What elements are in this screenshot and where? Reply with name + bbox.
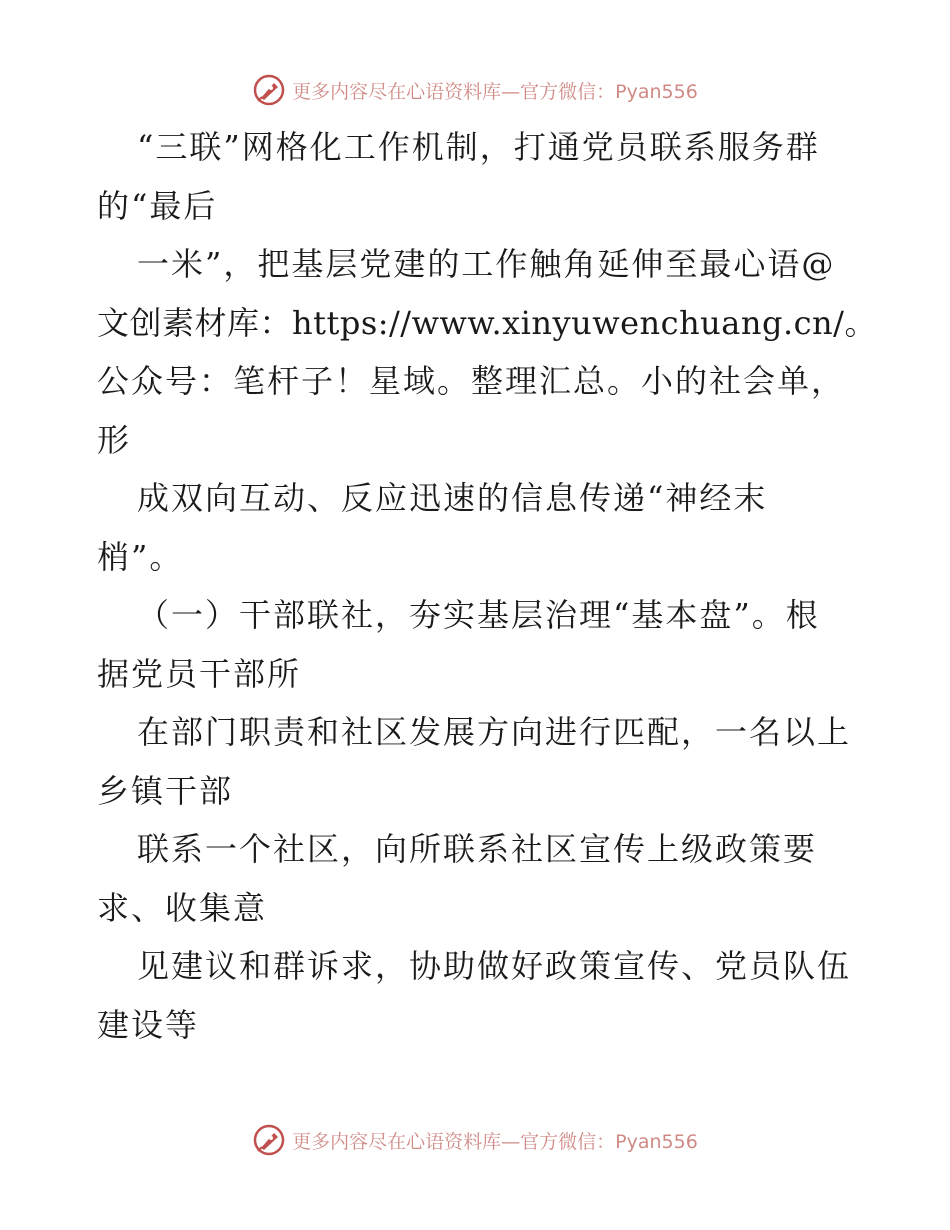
- text-line: 的“最后: [97, 186, 218, 225]
- text-line: 乡镇干部: [97, 771, 234, 810]
- text-line-url: 文创素材库：https://www.xinyuwenchuang.cn/。: [97, 303, 877, 342]
- text-line: 公众号：笔杆子！星域。整理汇总。小的社会单，: [97, 362, 846, 400]
- text-line: 求、收集意: [97, 888, 268, 927]
- header-watermark: [0, 70, 950, 110]
- watermark-text: 更多内容尽在心语资料库—官方微信：Pyan556: [292, 1130, 698, 1153]
- text-line: 建设等: [97, 1005, 200, 1044]
- document-body: [97, 118, 877, 1054]
- text-line: “三联”网格化工作机制，打通党员联系服务群: [137, 128, 820, 166]
- text-line: 在部门职责和社区发展方向进行匹配，一名以上: [137, 713, 852, 751]
- section-heading-line: （一）干部联社，夯实基层治理“基本盘”。根: [137, 596, 820, 634]
- text-line: 见建议和群诉求，协助做好政策宣传、党员队伍: [137, 947, 852, 985]
- footer-watermark: [0, 1120, 950, 1160]
- text-line: 一米”，把基层党建的工作触角延伸至最心语@: [137, 245, 836, 283]
- text-line: 形: [97, 420, 132, 459]
- text-line: 联系一个社区，向所联系社区宣传上级政策要: [137, 830, 818, 868]
- text-line: 梢”。: [97, 537, 184, 576]
- watermark-text: 更多内容尽在心语资料库—官方微信：Pyan556: [292, 80, 698, 103]
- text-line: 据党员干部所: [97, 654, 302, 693]
- text-line: 成双向互动、反应迅速的信息传递“神经末: [137, 479, 768, 517]
- pen-nib-logo-icon: [252, 73, 286, 107]
- pen-nib-logo-icon: [252, 1123, 286, 1157]
